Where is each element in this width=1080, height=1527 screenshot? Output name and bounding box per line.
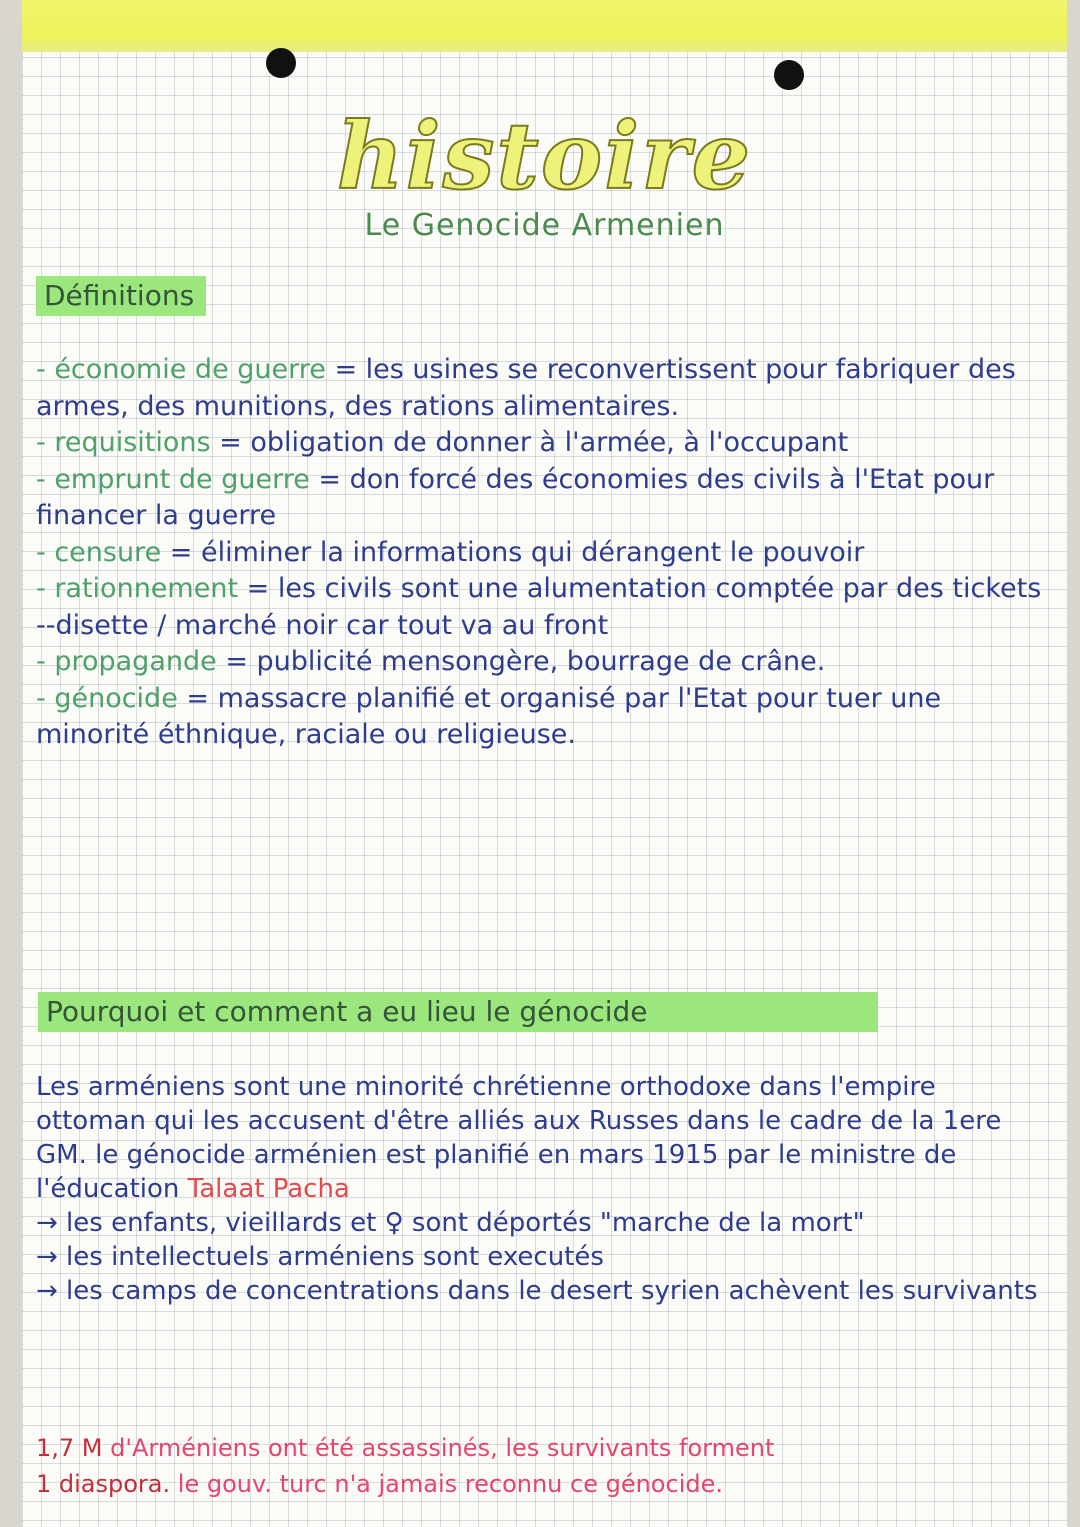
definition-term: - propagande xyxy=(36,646,217,677)
definition-term: - emprunt de guerre xyxy=(36,463,310,495)
conclusion-text-2: le gouv. turc n'a jamais reconnu ce génocide. xyxy=(177,1470,723,1498)
definitions-heading: Définitions xyxy=(36,276,206,316)
intro-paragraph xyxy=(36,1070,1046,1206)
conclusion-line-2 xyxy=(36,1466,1046,1502)
victim-count: 1,7 M xyxy=(36,1434,103,1462)
definition-term: - censure xyxy=(36,536,162,568)
definition-item xyxy=(36,644,1046,681)
bullet-item: → les enfants, vieillards et ♀ sont déportés "marche de la mort" xyxy=(36,1208,865,1238)
definition-item xyxy=(36,352,1046,425)
minister-name: Talaat Pacha xyxy=(187,1174,350,1204)
genocide-explanation xyxy=(36,1070,1046,1308)
diaspora-text: 1 diaspora. xyxy=(36,1470,171,1498)
conclusion-line-1 xyxy=(36,1430,1046,1466)
notebook-page xyxy=(22,0,1067,1527)
definition-item xyxy=(36,681,1046,754)
definition-item xyxy=(36,535,1046,572)
page-subtitle: Le Genocide Armenien xyxy=(364,208,725,243)
definition-item xyxy=(36,571,1046,644)
definition-term: - rationnement xyxy=(36,573,239,604)
definition-text: = les civils sont une alumentation comptée par des tickets --disette / marché noir car tout va au front xyxy=(36,573,1042,641)
definition-text: = don forcé des économies des civils à l'Etat pour financer la guerre xyxy=(36,463,995,531)
definition-term: - génocide xyxy=(36,682,178,714)
definition-item xyxy=(36,462,1046,535)
intro-text: Les arméniens sont une minorité chrétienne orthodoxe dans l'empire ottoman qui les accusent d'être alliés aux Russes dans le cadre de la 1ere GM. le génocide arménien est planifié en mars 1915 par le ministre de l'éducation xyxy=(36,1072,1002,1204)
definition-item xyxy=(36,425,1046,462)
conclusion-text-1: d'Arméniens ont été assassinés, les survivants forment xyxy=(110,1434,775,1462)
section-heading-genocide: Pourquoi et comment a eu lieu le génocide xyxy=(38,992,878,1032)
definition-text: = publicité mensongère, bourrage de crâne. xyxy=(225,646,826,677)
definition-text: = obligation de donner à l'armée, à l'occupant xyxy=(219,427,849,458)
binder-hole-right xyxy=(774,60,804,90)
bullet-item: → les camps de concentrations dans le desert syrien achèvent les survivants xyxy=(36,1276,1038,1306)
definition-term: - requisitions xyxy=(36,427,211,458)
definition-text: = massacre planifié et organisé par l'Etat pour tuer une minorité éthnique, raciale ou religieuse. xyxy=(36,682,942,750)
bullet-item: → les intellectuels arméniens sont executés xyxy=(36,1242,604,1272)
definition-text: = les usines se reconvertissent pour fabriquer des armes, des munitions, des rations alimentaires. xyxy=(36,354,1016,422)
page-title: histoire xyxy=(336,102,753,210)
conclusion-note xyxy=(36,1430,1046,1502)
definition-text: = éliminer la informations qui dérangent le pouvoir xyxy=(169,536,865,568)
definitions-list xyxy=(36,352,1046,754)
binder-hole-left xyxy=(266,48,296,78)
definition-term: - économie de guerre xyxy=(36,354,326,385)
yellow-top-band xyxy=(22,0,1067,52)
